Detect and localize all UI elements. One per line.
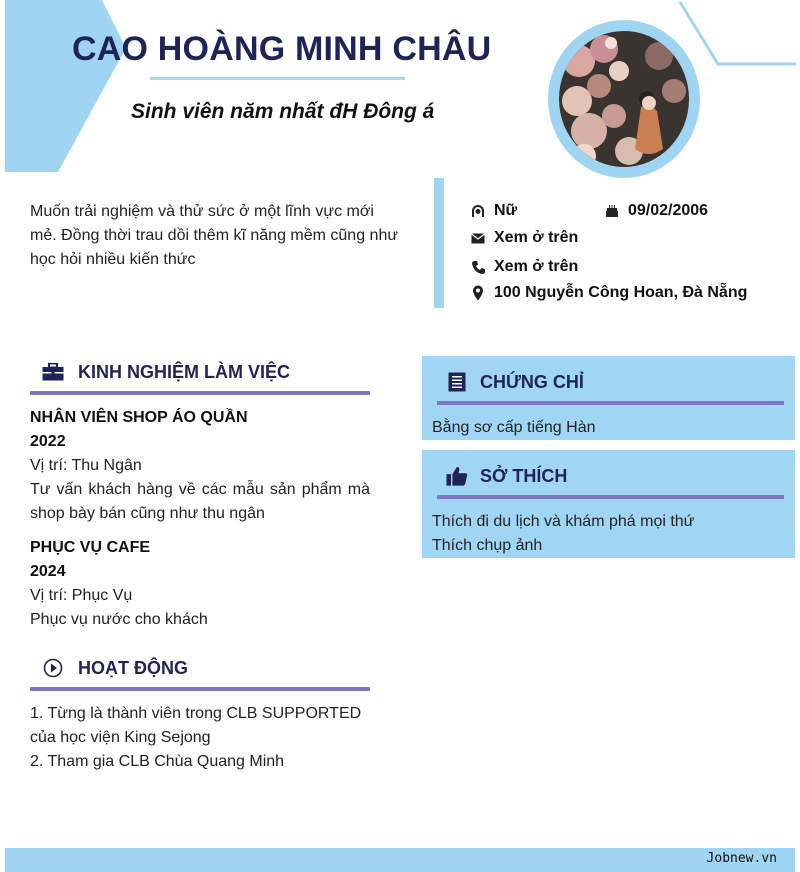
info-gender <box>470 202 517 220</box>
experience-heading <box>42 361 290 383</box>
footer-brand[interactable]: Jobnew.vn <box>706 851 777 866</box>
activities-title: HOẠT ĐỘNG <box>78 657 188 678</box>
certificates-rule <box>437 401 784 405</box>
document-icon <box>446 371 468 393</box>
phone-icon <box>470 259 486 275</box>
experience-year: 2024 <box>30 563 66 580</box>
person-icon <box>470 203 486 219</box>
info-accent-bar <box>434 178 444 308</box>
mail-icon <box>470 230 486 246</box>
certificate-item: Bằng sơ cấp tiếng Hàn <box>432 419 596 436</box>
certificates-title: CHỨNG CHỈ <box>480 371 584 392</box>
activities-rule <box>30 687 370 691</box>
experience-rule <box>30 391 370 395</box>
activity-item: 1. Từng là thành viên trong CLB SUPPORTED của học viện King Sejong <box>30 705 362 746</box>
avatar <box>559 31 689 167</box>
name-underline <box>150 77 405 80</box>
activities-heading <box>42 657 188 679</box>
experience-position: Vị trí: Phục Vụ <box>30 587 133 604</box>
email-value: Xem ở trên <box>494 229 579 246</box>
hobbies-title: SỞ THÍCH <box>480 465 568 486</box>
play-circle-icon <box>42 657 64 679</box>
candidate-name: CAO HOÀNG MINH CHÂU <box>72 30 492 68</box>
gender-value: Nữ <box>494 202 518 219</box>
experience-position: Vị trí: Thu Ngân <box>30 457 142 474</box>
candidate-role: Sinh viên năm nhất đH Đông á <box>131 100 435 123</box>
info-birthday <box>604 202 708 220</box>
thumbs-up-icon <box>446 465 468 487</box>
hobby-item: Thích chụp ảnh <box>432 537 543 554</box>
career-objective: Muốn trải nghiệm và thử sức ở một lĩnh vực mới mẻ. Đồng thời trau dồi thêm kĩ năng mềm cũng như học hỏi nhiều kiến thức <box>30 203 399 268</box>
experience-company: PHỤC VỤ CAFE <box>30 539 151 556</box>
experience-description: Phục vụ nước cho khách <box>30 611 208 628</box>
info-address <box>470 284 747 302</box>
briefcase-icon <box>42 361 64 383</box>
birthday-value: 09/02/2006 <box>628 202 709 219</box>
info-phone <box>470 258 578 276</box>
header-shape <box>0 0 130 172</box>
hobbies-rule <box>437 495 784 499</box>
hobbies-heading <box>446 465 567 487</box>
cake-icon <box>604 203 620 219</box>
activity-item: 2. Tham gia CLB Chùa Quang Minh <box>30 753 285 770</box>
hobby-item: Thích đi du lịch và khám phá mọi thứ <box>432 513 695 530</box>
info-email <box>470 229 578 247</box>
experience-description: Tư vấn khách hàng về các mẫu sản phẩm mà shop bày bán cũng như thu ngân <box>30 481 370 522</box>
location-pin-icon <box>470 285 486 301</box>
experience-year: 2022 <box>30 433 66 450</box>
certificates-heading <box>446 371 584 393</box>
footer-bar <box>5 848 795 872</box>
experience-company: NHÂN VIÊN SHOP ÁO QUẦN <box>30 409 248 426</box>
address-value: 100 Nguyễn Công Hoan, Đà Nẵng <box>494 284 748 301</box>
experience-title: KINH NGHIỆM LÀM VIỆC <box>78 361 291 382</box>
phone-value: Xem ở trên <box>494 258 579 275</box>
